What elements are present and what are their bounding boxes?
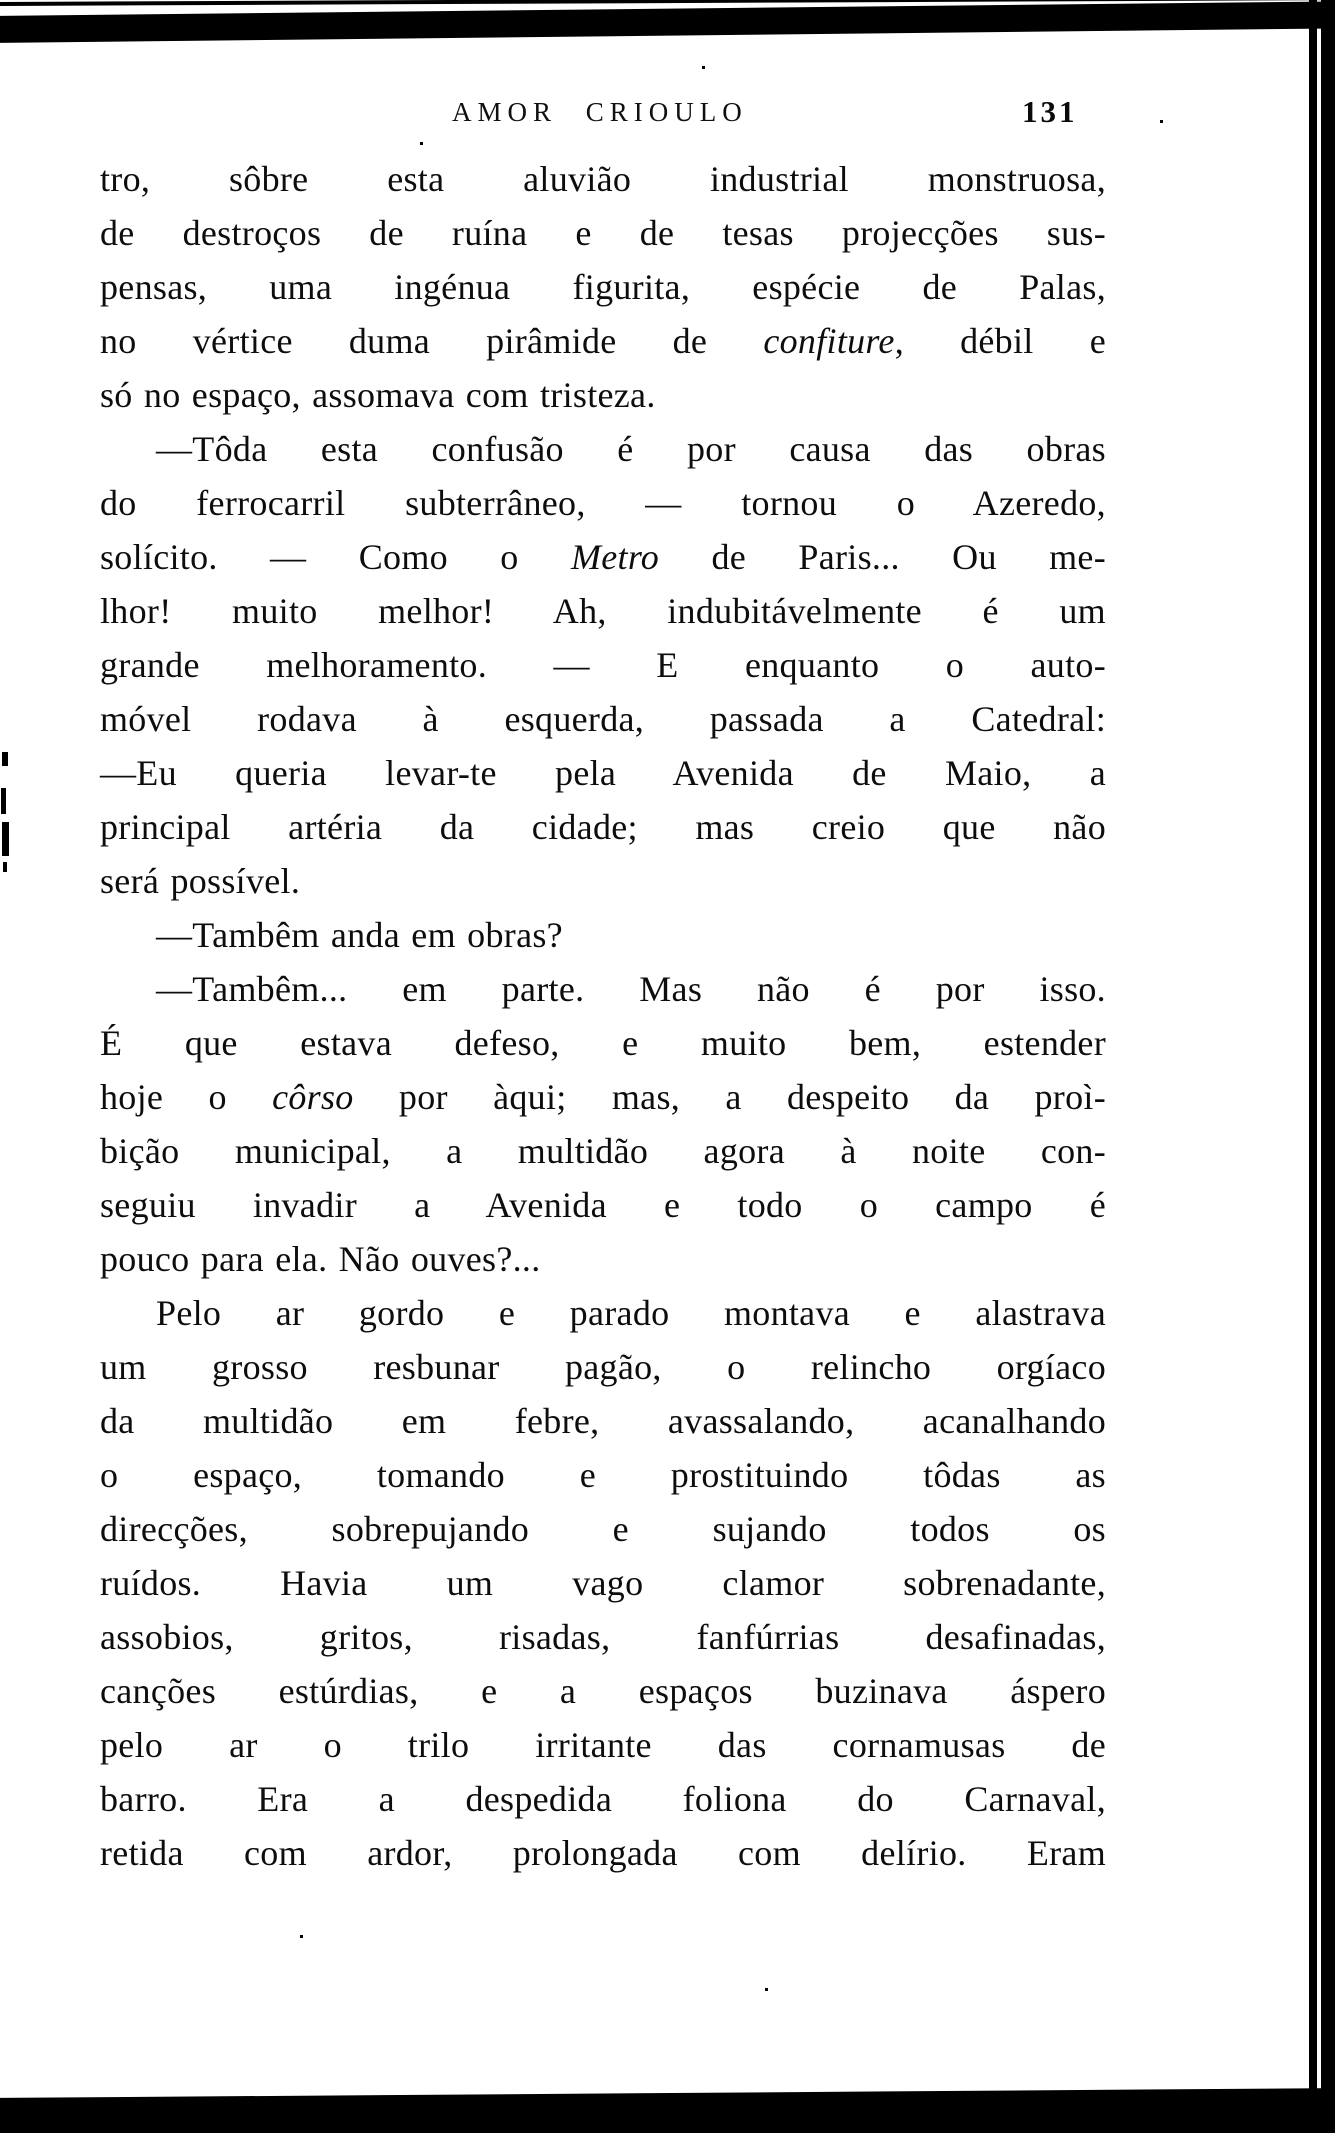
text-line: bição municipal, a multidão agora à noite con- bbox=[100, 1131, 1106, 1171]
text-line: Pelo ar gordo e parado montava e alastrava bbox=[156, 1293, 1106, 1333]
scan-mark bbox=[3, 862, 7, 872]
scan-mark bbox=[1, 788, 6, 814]
scan-speck bbox=[300, 1935, 303, 1938]
scan-speck bbox=[1160, 120, 1163, 123]
text-line: solícito. — Como o Metro de Paris... Ou me- bbox=[100, 537, 1106, 577]
text-line: —Eu queria levar-te pela Avenida de Maio, a bbox=[100, 753, 1106, 793]
scan-mark bbox=[2, 822, 9, 856]
scan-speck bbox=[765, 1988, 768, 1991]
scan-border-top bbox=[0, 1, 1335, 43]
text-line: o espaço, tomando e prostituindo tôdas as bbox=[100, 1455, 1106, 1495]
text-line: tro, sôbre esta aluvião industrial monstruosa, bbox=[100, 159, 1106, 199]
scan-mark bbox=[2, 752, 8, 766]
text-line: móvel rodava à esquerda, passada a Catedral: bbox=[100, 699, 1106, 739]
text-line: da multidão em febre, avassalando, acanalhando bbox=[100, 1401, 1106, 1441]
scan-speck bbox=[702, 66, 705, 69]
text-line: grande melhoramento. — E enquanto o auto- bbox=[100, 645, 1106, 685]
text-line: assobios, gritos, risadas, fanfúrrias desafinadas, bbox=[100, 1617, 1106, 1657]
text-line: pensas, uma ingénua figurita, espécie de Palas, bbox=[100, 267, 1106, 307]
page-text bbox=[100, 152, 1106, 1880]
text-line: É que estava defeso, e muito bem, estender bbox=[100, 1023, 1106, 1063]
text-line: será possível. bbox=[100, 861, 301, 901]
text-line: pelo ar o trilo irritante das cornamusas de bbox=[100, 1725, 1106, 1765]
text-line: seguiu invadir a Avenida e todo o campo é bbox=[100, 1185, 1106, 1225]
text-line: de destroços de ruína e de tesas projecções sus- bbox=[100, 213, 1106, 253]
text-line: retida com ardor, prolongada com delírio. Eram bbox=[100, 1833, 1106, 1873]
text-line: no vértice duma pirâmide de confiture, débil e bbox=[100, 321, 1106, 361]
scan-border-right-edge bbox=[1321, 0, 1335, 2133]
scan-border-right-line bbox=[1309, 0, 1317, 2095]
text-line: só no espaço, assomava com tristeza. bbox=[100, 375, 656, 415]
text-line: barro. Era a despedida foliona do Carnaval, bbox=[100, 1779, 1106, 1819]
text-line: —Tambêm anda em obras? bbox=[156, 915, 563, 955]
page-number: 131 bbox=[1022, 94, 1078, 129]
text-line: direcções, sobrepujando e sujando todos os bbox=[100, 1509, 1106, 1549]
text-line: —Tambêm... em parte. Mas não é por isso. bbox=[156, 969, 1106, 1009]
running-title: AMOR CRIOULO bbox=[452, 97, 748, 127]
text-line: ruídos. Havia um vago clamor sobrenadante, bbox=[100, 1563, 1106, 1603]
text-line: canções estúrdias, e a espaços buzinava áspero bbox=[100, 1671, 1106, 1711]
text-line: do ferrocarril subterrâneo, — tornou o Azeredo, bbox=[100, 483, 1106, 523]
text-line: um grosso resbunar pagão, o relincho orgíaco bbox=[100, 1347, 1106, 1387]
text-line: principal artéria da cidade; mas creio que não bbox=[100, 807, 1106, 847]
scan-border-bottom bbox=[0, 2088, 1335, 2133]
scan-speck bbox=[420, 142, 423, 145]
text-line: lhor! muito melhor! Ah, indubitávelmente é um bbox=[100, 591, 1106, 631]
text-line: pouco para ela. Não ouves?... bbox=[100, 1239, 541, 1279]
text-line: hoje o côrso por àqui; mas, a despeito da proì- bbox=[100, 1077, 1106, 1117]
text-line: —Tôda esta confusão é por causa das obras bbox=[156, 429, 1106, 469]
